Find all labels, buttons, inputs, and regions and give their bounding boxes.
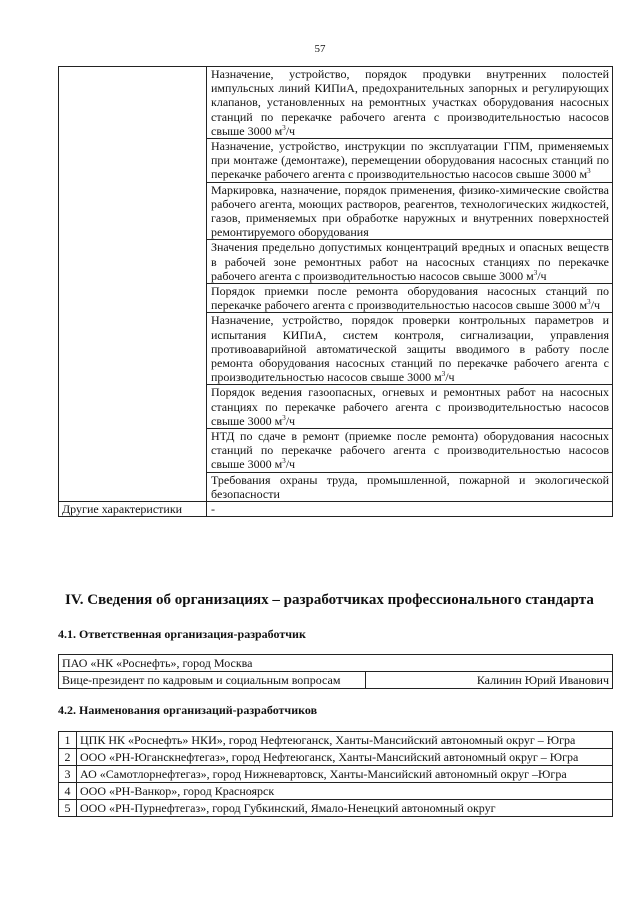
row-number: 4 <box>59 783 77 800</box>
requirement-cell: Значения предельно допустимых концентраций вредных и опасных веществ в рабочей зоне ремонтных работ на насосных станциях по перекачке рабочего агента с производительностью насосов свыше 3000 $м^3/ч$ <box>207 240 613 284</box>
table-row <box>59 67 613 139</box>
other-characteristics-label: Другие характеристики <box>59 502 207 517</box>
responsible-org-table <box>58 654 613 689</box>
requirement-cell: Назначение, устройство, порядок проверки контрольных параметров и испытания КИПиА, систем контроля, сигнализации, управления противоаварийной автоматической защиты вводимого в работу после ремонта оборудования насосных станций по перекачке рабочего агента с производительностью насосов свыше 3000 $м^3/ч$ <box>207 313 613 385</box>
row-number: 5 <box>59 800 77 817</box>
person-cell: Калинин Юрий Иванович <box>366 672 613 689</box>
requirement-cell: Маркировка, назначение, порядок применения, физико-химические свойства рабочего агента, моющих растворов, реагентов, технологических жидкостей, газов, применяемых при обработке наружных и внутренних поверхностей ремонтируемого оборудования <box>207 182 613 240</box>
page-number: 57 <box>314 43 326 55</box>
table-row <box>59 732 613 749</box>
org-name-cell: ПАО «НК «Роснефть», город Москва <box>59 655 613 672</box>
developer-name: АО «Самотлорнефтегаз», город Нижневартовск, Ханты-Мансийский автономный округ –Югра <box>77 766 613 783</box>
other-characteristics-value: - <box>207 502 613 517</box>
section-title: IV. Сведения об организациях – разработчиках профессионального стандарта <box>65 592 594 608</box>
requirement-cell: Порядок ведения газоопасных, огневых и ремонтных работ на насосных станциях по перекачке рабочего агента с производительностью насосов свыше 3000 $м^3/ч$ <box>207 385 613 429</box>
row-number: 3 <box>59 766 77 783</box>
table-row <box>59 749 613 766</box>
knowledge-requirements-table <box>58 66 613 517</box>
developers-table <box>58 731 613 817</box>
label-cell-empty <box>59 67 207 502</box>
table-row <box>59 783 613 800</box>
position-cell: Вице-президент по кадровым и социальным вопросам <box>59 672 366 689</box>
table-row <box>59 672 613 689</box>
requirement-cell: Назначение, устройство, инструкции по эксплуатации ГПМ, применяемых при монтаже (демонтаже), перемещении оборудования насосных станций по перекачке рабочего агента с производительностью насосов свыше 3000 $м^3$ <box>207 139 613 183</box>
developer-name: ООО «РН-Ванкор», город Красноярск <box>77 783 613 800</box>
table-row <box>59 655 613 672</box>
requirement-cell: Назначение, устройство, порядок продувки внутренних полостей импульсных линий КИПиА, предохранительных запорных и регулирующих клапанов, установленных на ремонтных участках оборудования насосных станций по перекачке рабочего агента с производительностью насосов свыше 3000 $м^3/ч$ <box>207 67 613 139</box>
requirement-cell: Порядок приемки после ремонта оборудования насосных станций по перекачке рабочего агента с производительностью насосов свыше 3000 $м^3/ч$ <box>207 284 613 313</box>
table-row <box>59 502 613 517</box>
responsible-org-heading: 4.1. Ответственная организация-разработчик <box>58 627 306 641</box>
requirement-cell: Требования охраны труда, промышленной, пожарной и экологической безопасности <box>207 472 613 501</box>
developers-heading: 4.2. Наименования организаций-разработчиков <box>58 703 318 717</box>
developer-name: ООО «РН-Юганскнефтегаз», город Нефтеюганск, Ханты-Мансийский автономный округ – Югра <box>77 749 613 766</box>
requirement-cell: НТД по сдаче в ремонт (приемке после ремонта) оборудования насосных станций по перекачке рабочего агента с производительностью насосов свыше 3000 $м^3/ч$ <box>207 429 613 473</box>
row-number: 2 <box>59 749 77 766</box>
table-row <box>59 800 613 817</box>
developer-name: ЦПК НК «Роснефть» НКИ», город Нефтеюганск, Ханты-Мансийский автономный округ – Югра <box>77 732 613 749</box>
row-number: 1 <box>59 732 77 749</box>
developer-name: ООО «РН-Пурнефтегаз», город Губкинский, Ямало-Ненецкий автономный округ <box>77 800 613 817</box>
table-row <box>59 766 613 783</box>
